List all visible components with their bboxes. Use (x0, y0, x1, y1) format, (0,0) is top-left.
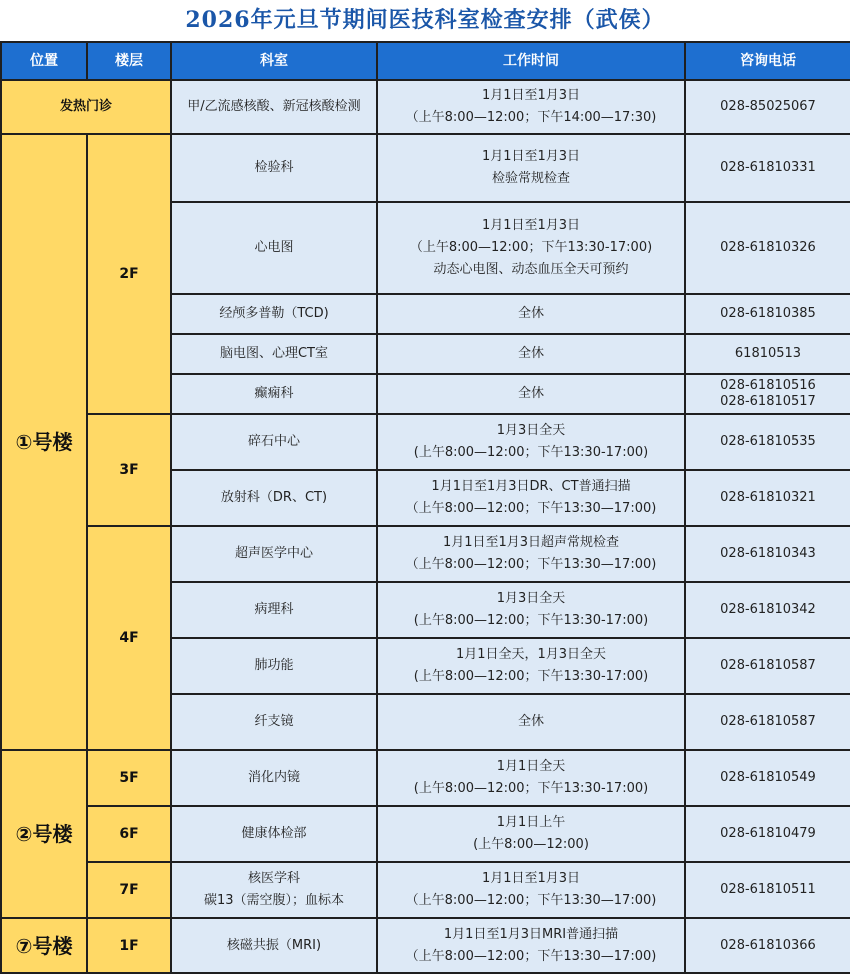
hours-cell: 1月1日至1月3日 （上午8:00—12:00；下午13:30-17:00) 动态心电图、动态血压全天可预约 (377, 202, 685, 294)
floor-label: 4F (87, 526, 171, 750)
phone-cell: 028-61810366 (685, 918, 850, 973)
phone-cell: 61810513 (685, 334, 850, 374)
page-title: 2026年元旦节期间医技科室检查安排（武侯） (0, 0, 850, 40)
schedule-table (0, 41, 850, 974)
table-row (1, 862, 850, 918)
phone-cell: 028-61810587 (685, 638, 850, 694)
header-phone: 咨询电话 (685, 42, 850, 80)
department-cell: 核医学科 碳13（需空腹）；血标本 (171, 862, 377, 918)
header-department: 科室 (171, 42, 377, 80)
table-row (1, 806, 850, 862)
department-cell: 癫痫科 (171, 374, 377, 414)
department-cell: 心电图 (171, 202, 377, 294)
department-cell: 放射科（DR、CT) (171, 470, 377, 526)
floor-label: 6F (87, 806, 171, 862)
department-cell: 肺功能 (171, 638, 377, 694)
department-cell: 消化内镜 (171, 750, 377, 806)
phone-cell: 028-61810385 (685, 294, 850, 334)
hours-cell: 1月1日至1月3日 检验常规检查 (377, 134, 685, 202)
department-cell: 超声医学中心 (171, 526, 377, 582)
hours-cell: 1月1日至1月3日MRI普通扫描 （上午8:00—12:00；下午13:30—17:00) (377, 918, 685, 973)
department-cell: 病理科 (171, 582, 377, 638)
department-cell: 甲/乙流感核酸、新冠核酸检测 (171, 80, 377, 134)
hours-cell: 1月1日全天，1月3日全天 (上午8:00—12:00；下午13:30-17:00) (377, 638, 685, 694)
building-1-label: ①号楼 (1, 134, 87, 750)
floor-label: 2F (87, 134, 171, 414)
building-7-label: ⑦号楼 (1, 918, 87, 973)
hours-cell: 全休 (377, 294, 685, 334)
department-cell: 脑电图、心理CT室 (171, 334, 377, 374)
hours-cell: 1月1日至1月3日 （上午8:00—12:00；下午14:00—17:30) (377, 80, 685, 134)
phone-cell: 028-61810511 (685, 862, 850, 918)
department-cell: 碎石中心 (171, 414, 377, 470)
building-2-label: ②号楼 (1, 750, 87, 918)
table-row (1, 918, 850, 973)
department-cell: 健康体检部 (171, 806, 377, 862)
phone-cell: 028-61810535 (685, 414, 850, 470)
phone-cell: 028-61810326 (685, 202, 850, 294)
table-row (1, 80, 850, 134)
phone-cell: 028-61810343 (685, 526, 850, 582)
header-location: 位置 (1, 42, 87, 80)
hours-cell: 1月3日全天 (上午8:00—12:00；下午13:30-17:00) (377, 582, 685, 638)
table-row (1, 750, 850, 806)
phone-cell: 028-61810549 (685, 750, 850, 806)
hours-cell: 1月1日至1月3日超声常规检查 （上午8:00—12:00；下午13:30—17:00) (377, 526, 685, 582)
table-row (1, 134, 850, 202)
fever-clinic-location: 发热门诊 (1, 80, 171, 134)
hours-cell: 1月1日全天 (上午8:00—12:00；下午13:30-17:00) (377, 750, 685, 806)
phone-cell: 028-61810516 028-61810517 (685, 374, 850, 414)
phone-cell: 028-61810587 (685, 694, 850, 750)
phone-cell: 028-61810331 (685, 134, 850, 202)
department-cell: 核磁共振（MRI) (171, 918, 377, 973)
hours-cell: 全休 (377, 694, 685, 750)
phone-cell: 028-61810342 (685, 582, 850, 638)
hours-cell: 1月1日上午 (上午8:00—12:00) (377, 806, 685, 862)
hours-cell: 1月1日至1月3日 （上午8:00—12:00；下午13:30—17:00) (377, 862, 685, 918)
floor-label: 3F (87, 414, 171, 526)
floor-label: 1F (87, 918, 171, 973)
phone-cell: 028-61810479 (685, 806, 850, 862)
table-row (1, 526, 850, 582)
floor-label: 7F (87, 862, 171, 918)
table-row (1, 414, 850, 470)
header-working-hours: 工作时间 (377, 42, 685, 80)
hours-cell: 1月1日至1月3日DR、CT普通扫描 （上午8:00—12:00；下午13:30—17:00) (377, 470, 685, 526)
header-row (1, 42, 850, 80)
department-cell: 经颅多普勒（TCD) (171, 294, 377, 334)
header-floor: 楼层 (87, 42, 171, 80)
phone-cell: 028-85025067 (685, 80, 850, 134)
phone-cell: 028-61810321 (685, 470, 850, 526)
hours-cell: 全休 (377, 374, 685, 414)
department-cell: 检验科 (171, 134, 377, 202)
hours-cell: 全休 (377, 334, 685, 374)
hours-cell: 1月3日全天 (上午8:00—12:00；下午13:30-17:00) (377, 414, 685, 470)
floor-label: 5F (87, 750, 171, 806)
department-cell: 纤支镜 (171, 694, 377, 750)
